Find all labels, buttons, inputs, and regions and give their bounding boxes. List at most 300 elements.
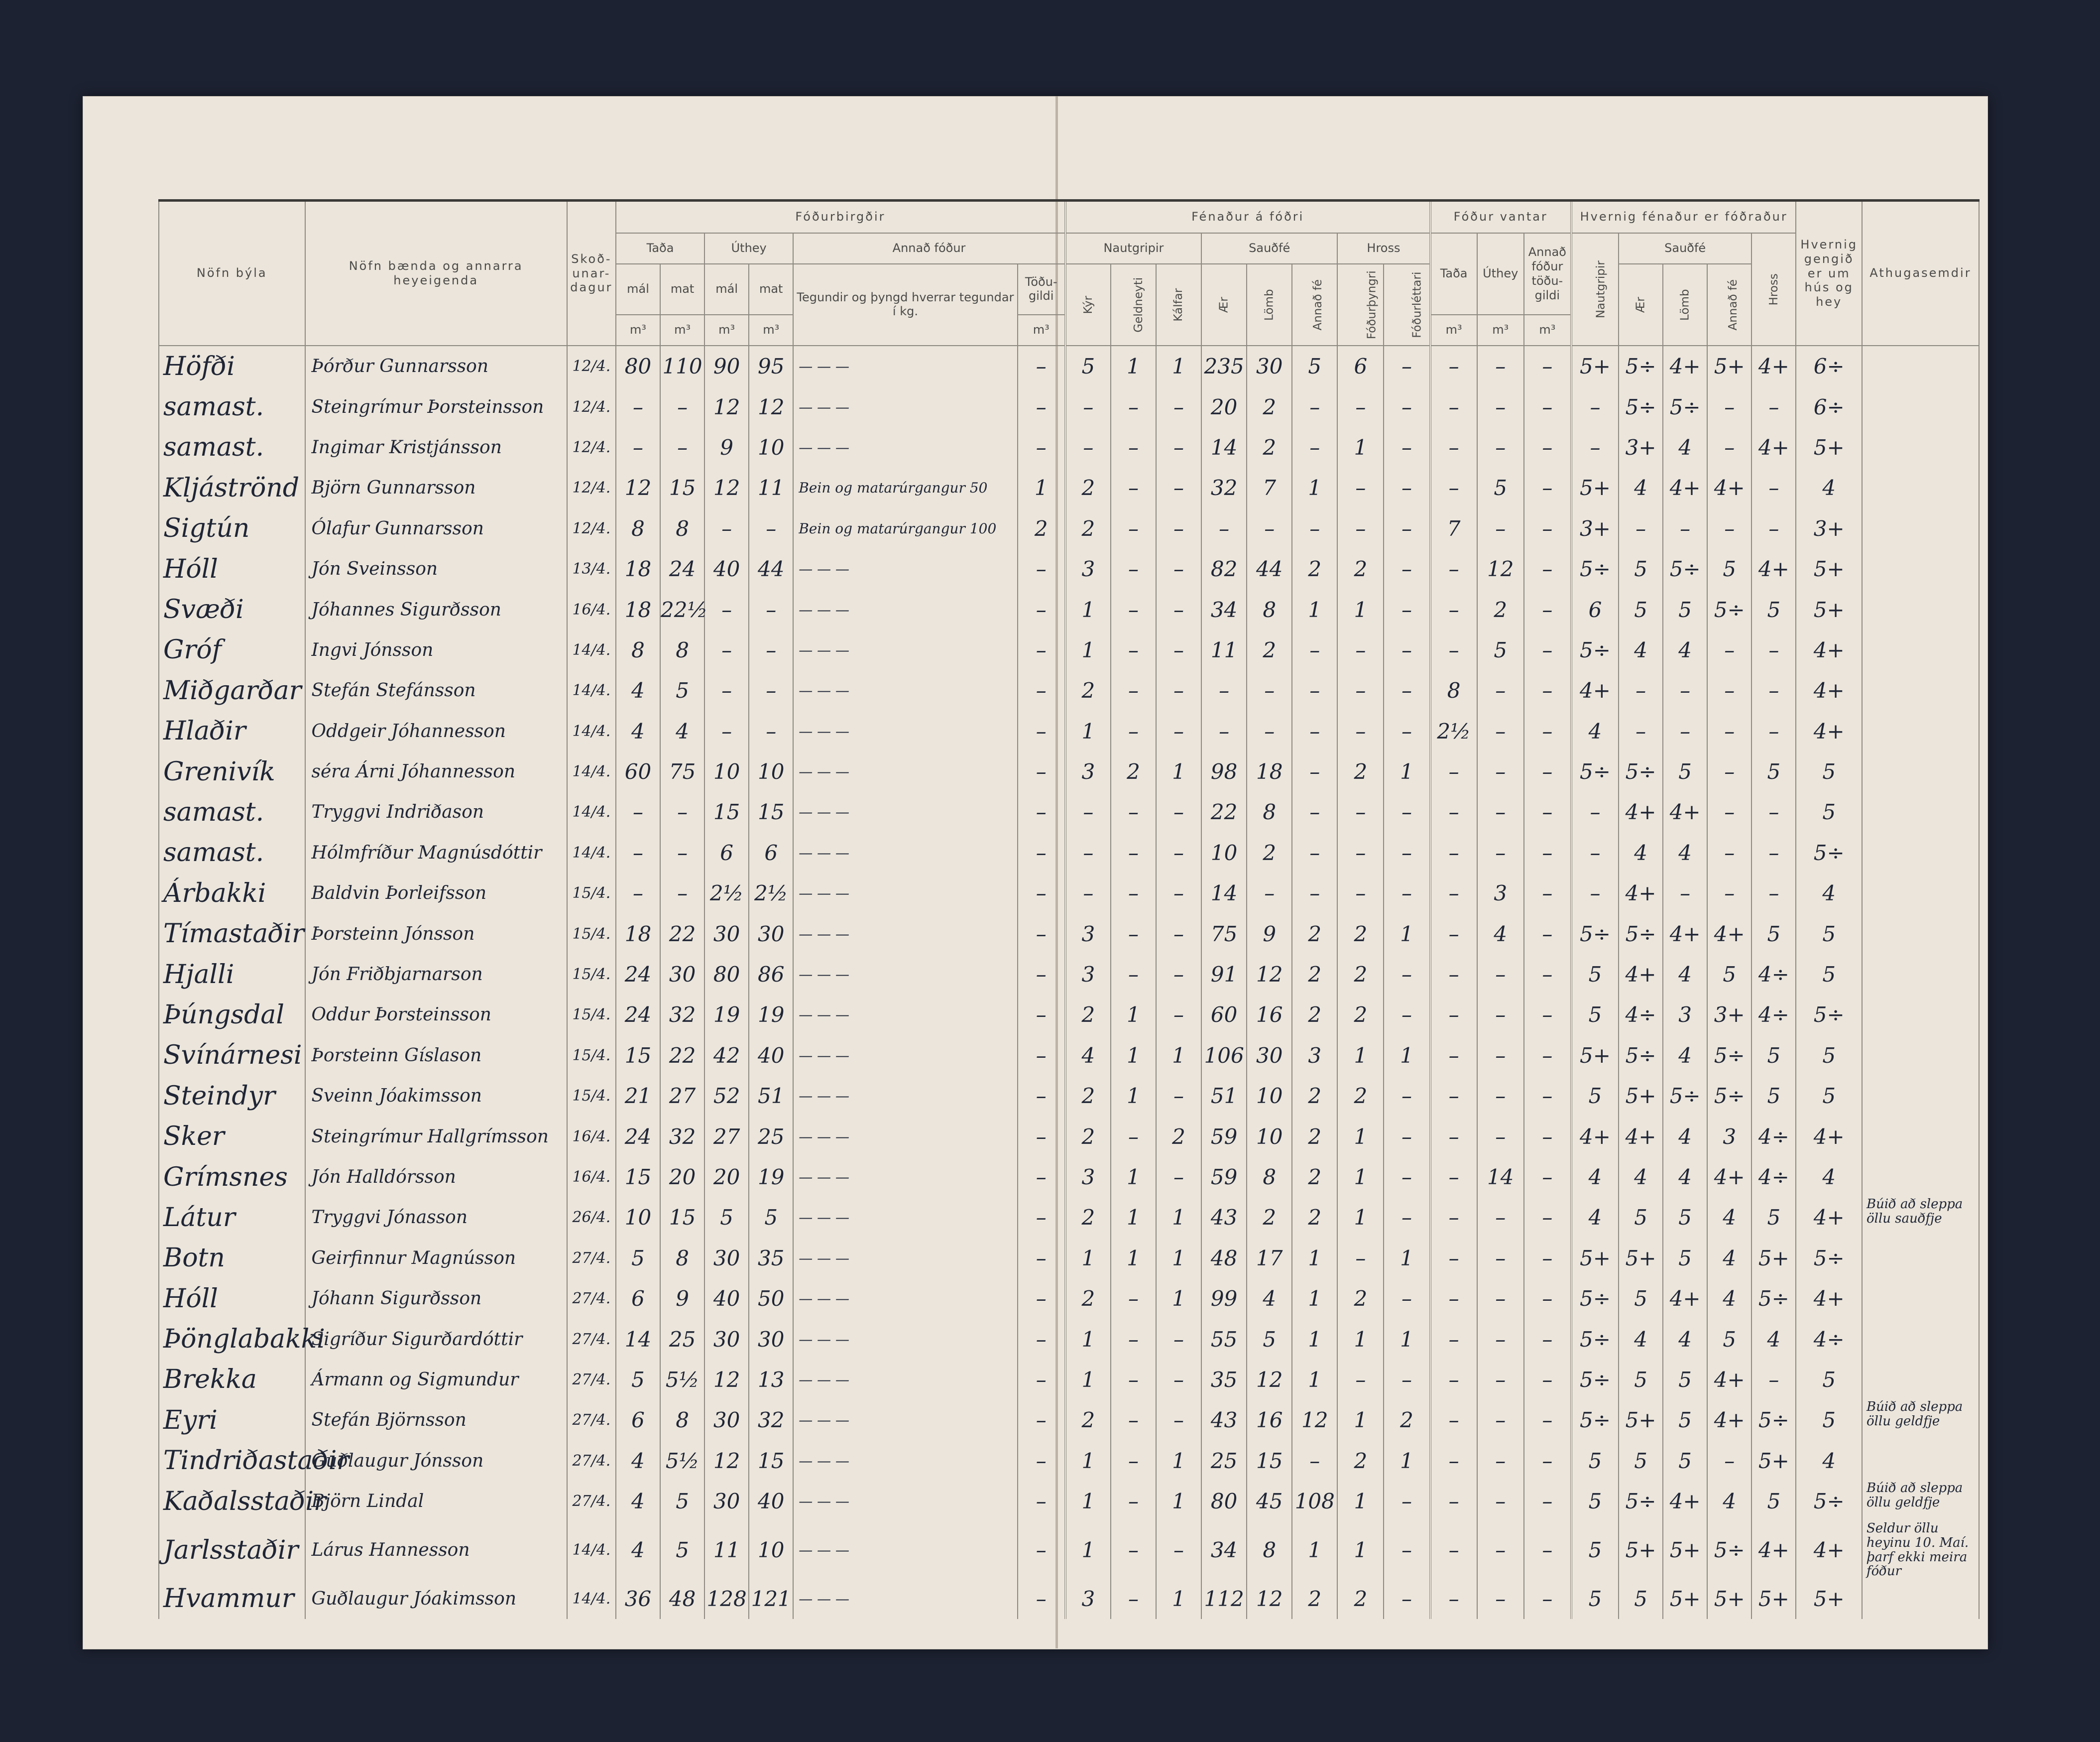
vantar-uthey-value: –	[1477, 833, 1524, 873]
remark	[1862, 468, 1979, 508]
uthey-mat-value: 19	[749, 995, 793, 1035]
rating-hross: 5	[1751, 1197, 1796, 1238]
rating-annad-fe: 5÷	[1707, 1521, 1751, 1578]
lomb-label: Lömb	[1263, 289, 1276, 321]
rating-annad-fe: –	[1707, 427, 1751, 468]
fodurlettari-count: –	[1384, 670, 1430, 711]
vantar-annad-value: –	[1524, 751, 1571, 792]
rating-aer: 5÷	[1619, 913, 1663, 954]
kyr-count: 4	[1065, 1035, 1111, 1076]
lomb-count: 16	[1247, 1400, 1292, 1440]
kyr-count: 2	[1065, 1278, 1111, 1319]
annad-fe-count: 2	[1292, 1157, 1337, 1197]
inspection-date: 14/4.	[567, 833, 616, 873]
inspection-date: 27/4.	[567, 1400, 616, 1440]
lomb-count: 8	[1247, 792, 1292, 832]
table-row	[159, 1076, 1979, 1116]
annad-fe-count: 5	[1292, 346, 1337, 386]
vantar-tada-value: –	[1430, 1400, 1477, 1440]
uthey-mat-value: 13	[749, 1360, 793, 1400]
fodurlettari-count: 1	[1384, 751, 1430, 792]
kyr-count: 2	[1065, 468, 1111, 508]
aer-count: –	[1201, 508, 1247, 549]
table-row	[159, 792, 1979, 832]
farmer-name: Þórður Gunnarsson	[305, 346, 567, 386]
inspection-date: 14/4.	[567, 792, 616, 832]
tada-mal-value: 36	[616, 1579, 660, 1619]
kyr-count: –	[1065, 833, 1111, 873]
lomb-count: 30	[1247, 1035, 1292, 1076]
annad-fe-label: Annað fé	[1311, 279, 1325, 331]
uthey-mal-value: 5	[704, 1197, 749, 1238]
farmer-name: Jóhannes Sigurðsson	[305, 589, 567, 629]
rating-aer: 4	[1619, 1319, 1663, 1359]
rating-annad-fe: 4+	[1707, 468, 1751, 508]
unit-uthey-mal: m³	[704, 315, 749, 346]
geldneyti-count: –	[1111, 670, 1156, 711]
fodurlettari-count: 1	[1384, 913, 1430, 954]
fodurlettari-count: –	[1384, 386, 1430, 427]
unit-vantar-tada: m³	[1430, 315, 1477, 346]
kyr-count: 1	[1065, 1441, 1111, 1481]
rating-lomb: 4+	[1663, 468, 1707, 508]
rating-hross: 4÷	[1751, 1116, 1796, 1156]
uthey-mat-value: 15	[749, 792, 793, 832]
rating-annad-fe: –	[1707, 670, 1751, 711]
uthey-mal-value: –	[704, 508, 749, 549]
uthey-mal-value: 20	[704, 1157, 749, 1197]
farm-name: Kaðalsstaðir	[159, 1481, 305, 1521]
aer-count: 14	[1201, 873, 1247, 913]
rating-hross: 5+	[1751, 1579, 1796, 1619]
vantar-annad-value: –	[1524, 1481, 1571, 1521]
vantar-annad-value: –	[1524, 873, 1571, 913]
other-feed-value: — — —	[793, 833, 1017, 873]
inspection-date: 27/4.	[567, 1360, 616, 1400]
vantar-tada-value: –	[1430, 1116, 1477, 1156]
kyr-count: 2	[1065, 1076, 1111, 1116]
rating-annad-fe: 5	[1707, 549, 1751, 589]
fodurthyngri-count: 1	[1337, 1400, 1384, 1440]
rating-hus-hey: 5	[1796, 1400, 1862, 1440]
vantar-uthey-value: –	[1477, 1441, 1524, 1481]
rating-annad-fe: –	[1707, 873, 1751, 913]
subheader-fodurlettari	[1384, 264, 1430, 346]
vantar-tada-value: –	[1430, 1360, 1477, 1400]
kyr-count: 3	[1065, 913, 1111, 954]
fodurlettari-count: –	[1384, 873, 1430, 913]
fodurthyngri-count: –	[1337, 508, 1384, 549]
vantar-tada-value: –	[1430, 913, 1477, 954]
uthey-mat-value: 19	[749, 1157, 793, 1197]
h-hross-label: Hross	[1767, 273, 1780, 306]
aer-count: 14	[1201, 427, 1247, 468]
rating-hus-hey: 5	[1796, 751, 1862, 792]
rating-lomb: 3	[1663, 995, 1707, 1035]
rating-nautgripir: 5÷	[1571, 751, 1619, 792]
vantar-annad-value: –	[1524, 1035, 1571, 1076]
fodurthyngri-count: 2	[1337, 1076, 1384, 1116]
rating-nautgripir: 5÷	[1571, 549, 1619, 589]
rating-lomb: 4+	[1663, 913, 1707, 954]
fodurthyngri-count: 2	[1337, 954, 1384, 995]
uthey-mat-value: –	[749, 589, 793, 629]
geldneyti-count: –	[1111, 954, 1156, 995]
vantar-annad-value: –	[1524, 1579, 1571, 1619]
annad-fe-count: 1	[1292, 589, 1337, 629]
remark: Seldur öllu heyinu 10. Maí. þarf ekki meira fóður	[1862, 1521, 1979, 1578]
rating-hross: 5	[1751, 1481, 1796, 1521]
remark	[1862, 751, 1979, 792]
rating-hus-hey: 3+	[1796, 508, 1862, 549]
inspection-date: 16/4.	[567, 1116, 616, 1156]
annad-fe-count: 108	[1292, 1481, 1337, 1521]
tada-mal-value: 21	[616, 1076, 660, 1116]
rating-hross: 4+	[1751, 1521, 1796, 1578]
uthey-mat-value: 95	[749, 346, 793, 386]
remark	[1862, 913, 1979, 954]
inspection-date: 12/4.	[567, 468, 616, 508]
kyr-count: 3	[1065, 954, 1111, 995]
table-row	[159, 751, 1979, 792]
remark	[1862, 873, 1979, 913]
geldneyti-label: Geldneyti	[1132, 277, 1146, 333]
vantar-annad-value: –	[1524, 913, 1571, 954]
other-feed-value: — — —	[793, 751, 1017, 792]
uthey-mat-value: 40	[749, 1035, 793, 1076]
other-feed-value: — — —	[793, 1481, 1017, 1521]
fodurlettari-count: 1	[1384, 1319, 1430, 1359]
lomb-count: 2	[1247, 833, 1292, 873]
unit-tada-mat: m³	[660, 315, 704, 346]
uthey-mat-value: 35	[749, 1238, 793, 1278]
fodurlettari-count: 2	[1384, 1400, 1430, 1440]
rating-hross: 4+	[1751, 549, 1796, 589]
tada-mal-value: 15	[616, 1157, 660, 1197]
uthey-mal-value: 30	[704, 1400, 749, 1440]
farm-name: Höfði	[159, 346, 305, 386]
aer-count: 91	[1201, 954, 1247, 995]
farm-name: samast.	[159, 792, 305, 832]
uthey-mat-value: 5	[749, 1197, 793, 1238]
subheader-uthey: Úthey	[704, 233, 793, 264]
lomb-count: 2	[1247, 386, 1292, 427]
subheader-tada-mat: mat	[660, 264, 704, 315]
rating-lomb: 4+	[1663, 346, 1707, 386]
aer-count: 59	[1201, 1116, 1247, 1156]
other-feed-value: — — —	[793, 711, 1017, 751]
rating-aer: –	[1619, 670, 1663, 711]
other-feed-value: Bein og matarúrgangur 100	[793, 508, 1017, 549]
farm-name: samast.	[159, 833, 305, 873]
farmer-name: Björn Lindal	[305, 1481, 567, 1521]
kyr-label: Kýr	[1081, 296, 1095, 314]
farmer-name: Geirfinnur Magnússon	[305, 1238, 567, 1278]
table-row	[159, 1319, 1979, 1359]
fodurthyngri-count: 2	[1337, 995, 1384, 1035]
kyr-count: –	[1065, 427, 1111, 468]
rating-lomb: 4	[1663, 833, 1707, 873]
kalfar-count: –	[1156, 954, 1201, 995]
rating-annad-fe: 4+	[1707, 1360, 1751, 1400]
inspection-date: 27/4.	[567, 1441, 616, 1481]
inspection-date: 12/4.	[567, 346, 616, 386]
h-annad-fe-label: Annað fé	[1727, 279, 1740, 331]
aer-count: 82	[1201, 549, 1247, 589]
rating-lomb: 4	[1663, 1035, 1707, 1076]
uthey-mat-value: –	[749, 711, 793, 751]
rating-hus-hey: 5+	[1796, 589, 1862, 629]
rating-nautgripir: 4+	[1571, 670, 1619, 711]
geldneyti-count: 1	[1111, 995, 1156, 1035]
other-feed-value: — — —	[793, 995, 1017, 1035]
rating-aer: 5	[1619, 1579, 1663, 1619]
rating-hus-hey: 4+	[1796, 1521, 1862, 1578]
rating-hus-hey: 6÷	[1796, 346, 1862, 386]
kalfar-count: –	[1156, 549, 1201, 589]
table-row	[159, 670, 1979, 711]
fodurthyngri-count: 1	[1337, 1197, 1384, 1238]
tada-mal-value: 18	[616, 589, 660, 629]
aer-count: 106	[1201, 1035, 1247, 1076]
fodurlettari-count: –	[1384, 1579, 1430, 1619]
tada-mal-value: 80	[616, 346, 660, 386]
fodurthyngri-count: 1	[1337, 1481, 1384, 1521]
tada-mat-value: –	[660, 792, 704, 832]
vantar-annad-value: –	[1524, 833, 1571, 873]
kyr-count: 2	[1065, 1400, 1111, 1440]
inspection-date: 27/4.	[567, 1278, 616, 1319]
aer-count: 60	[1201, 995, 1247, 1035]
geldneyti-count: 1	[1111, 1035, 1156, 1076]
fodurlettari-count: –	[1384, 1278, 1430, 1319]
annad-fe-count: 2	[1292, 1579, 1337, 1619]
remark	[1862, 346, 1979, 386]
col-header-hvernig-gengid: Hvernig gengið er um hús og hey	[1796, 201, 1862, 346]
inspection-date: 27/4.	[567, 1481, 616, 1521]
rating-hus-hey: 5	[1796, 792, 1862, 832]
lomb-count: 8	[1247, 1521, 1292, 1578]
geldneyti-count: –	[1111, 549, 1156, 589]
tada-mal-value: 6	[616, 1278, 660, 1319]
inspection-date: 26/4.	[567, 1197, 616, 1238]
fodurthyngri-count: 1	[1337, 1035, 1384, 1076]
tada-mal-value: 4	[616, 1481, 660, 1521]
vantar-tada-value: 8	[1430, 670, 1477, 711]
annad-fe-count: –	[1292, 386, 1337, 427]
rating-nautgripir: 6	[1571, 589, 1619, 629]
rating-hus-hey: 5	[1796, 1076, 1862, 1116]
aer-count: 43	[1201, 1400, 1247, 1440]
uthey-mal-value: 12	[704, 1360, 749, 1400]
rating-nautgripir: 5÷	[1571, 1278, 1619, 1319]
remark	[1862, 1116, 1979, 1156]
rating-aer: 4+	[1619, 873, 1663, 913]
vantar-annad-value: –	[1524, 468, 1571, 508]
aer-count: 11	[1201, 630, 1247, 670]
farm-name: Hóll	[159, 1278, 305, 1319]
kalfar-count: 1	[1156, 1035, 1201, 1076]
vantar-tada-value: –	[1430, 1157, 1477, 1197]
tada-mat-value: 75	[660, 751, 704, 792]
fodurlettari-count: –	[1384, 1157, 1430, 1197]
rating-hross: –	[1751, 630, 1796, 670]
rating-nautgripir: 5	[1571, 1481, 1619, 1521]
table-row	[159, 913, 1979, 954]
rating-hross: 5+	[1751, 1441, 1796, 1481]
subheader-vantar-tada: Taða	[1430, 233, 1477, 315]
remark	[1862, 833, 1979, 873]
kalfar-count: 1	[1156, 1441, 1201, 1481]
inspection-date: 12/4.	[567, 386, 616, 427]
fodurthyngri-count: 1	[1337, 1319, 1384, 1359]
uthey-mal-value: –	[704, 630, 749, 670]
farm-name: Miðgarðar	[159, 670, 305, 711]
aer-count: 51	[1201, 1076, 1247, 1116]
annad-fe-count: –	[1292, 833, 1337, 873]
vantar-tada-value: –	[1430, 1197, 1477, 1238]
subheader-geldneyti	[1111, 264, 1156, 346]
tada-mat-value: 48	[660, 1579, 704, 1619]
todugildi-value: –	[1018, 1157, 1065, 1197]
remark	[1862, 1360, 1979, 1400]
vantar-annad-value: –	[1524, 1278, 1571, 1319]
fodurlettari-count: –	[1384, 1197, 1430, 1238]
uthey-mal-value: 19	[704, 995, 749, 1035]
tada-mal-value: 8	[616, 508, 660, 549]
annad-fe-count: 2	[1292, 913, 1337, 954]
uthey-mal-value: 40	[704, 549, 749, 589]
rating-hus-hey: 5÷	[1796, 1481, 1862, 1521]
tada-mat-value: 32	[660, 995, 704, 1035]
rating-nautgripir: 5+	[1571, 1238, 1619, 1278]
table-row	[159, 954, 1979, 995]
tada-mat-value: 32	[660, 1116, 704, 1156]
rating-annad-fe: 4+	[1707, 1157, 1751, 1197]
uthey-mal-value: 30	[704, 1238, 749, 1278]
uthey-mal-value: 15	[704, 792, 749, 832]
farmer-name: Ármann og Sigmundur	[305, 1360, 567, 1400]
inspection-date: 15/4.	[567, 954, 616, 995]
inspection-date: 15/4.	[567, 995, 616, 1035]
aer-count: 48	[1201, 1238, 1247, 1278]
rating-annad-fe: –	[1707, 386, 1751, 427]
vantar-uthey-value: 4	[1477, 913, 1524, 954]
todugildi-value: –	[1018, 1481, 1065, 1521]
geldneyti-count: –	[1111, 913, 1156, 954]
farm-name: Botn	[159, 1238, 305, 1278]
vantar-tada-value: –	[1430, 1579, 1477, 1619]
rating-hross: 4	[1751, 1319, 1796, 1359]
rating-aer: 5	[1619, 1441, 1663, 1481]
fodurlettari-count: –	[1384, 954, 1430, 995]
rating-hus-hey: 5÷	[1796, 1238, 1862, 1278]
vantar-tada-value: –	[1430, 589, 1477, 629]
vantar-uthey-value: –	[1477, 954, 1524, 995]
subheader-h-annad-fe	[1707, 264, 1751, 346]
inspection-date: 14/4.	[567, 751, 616, 792]
other-feed-value: — — —	[793, 670, 1017, 711]
rating-hross: 5÷	[1751, 1400, 1796, 1440]
table-row	[159, 630, 1979, 670]
uthey-mat-value: 50	[749, 1278, 793, 1319]
h-nautgripir-label: Nautgripir	[1594, 260, 1608, 319]
uthey-mal-value: 52	[704, 1076, 749, 1116]
rating-nautgripir: 3+	[1571, 508, 1619, 549]
rating-hross: 4+	[1751, 427, 1796, 468]
farmer-name: séra Árni Jóhannesson	[305, 751, 567, 792]
kyr-count: 5	[1065, 346, 1111, 386]
uthey-mat-value: 12	[749, 386, 793, 427]
rating-hross: –	[1751, 508, 1796, 549]
kyr-count: 1	[1065, 1521, 1111, 1578]
tada-mat-value: 22	[660, 913, 704, 954]
kalfar-count: 1	[1156, 346, 1201, 386]
vantar-uthey-value: 12	[1477, 549, 1524, 589]
uthey-mat-value: 15	[749, 1441, 793, 1481]
rating-hus-hey: 4+	[1796, 1197, 1862, 1238]
vantar-annad-value: –	[1524, 670, 1571, 711]
kyr-count: 2	[1065, 1197, 1111, 1238]
todugildi-value: –	[1018, 630, 1065, 670]
table-row	[159, 1579, 1979, 1619]
rating-nautgripir: 5	[1571, 1579, 1619, 1619]
aer-count: 25	[1201, 1441, 1247, 1481]
geldneyti-count: 1	[1111, 1238, 1156, 1278]
farm-name: samast.	[159, 427, 305, 468]
lomb-count: 2	[1247, 630, 1292, 670]
kalfar-count: –	[1156, 1076, 1201, 1116]
ledger-body	[159, 346, 1979, 1619]
rating-annad-fe: –	[1707, 508, 1751, 549]
farmer-name: Baldvin Þorleifsson	[305, 873, 567, 913]
group-header-fodur-vantar: Fóður vantar	[1430, 201, 1571, 234]
vantar-annad-value: –	[1524, 630, 1571, 670]
remark	[1862, 670, 1979, 711]
farmer-name: Guðlaugur Jóakimsson	[305, 1579, 567, 1619]
kalfar-count: –	[1156, 1521, 1201, 1578]
rating-hus-hey: 5	[1796, 913, 1862, 954]
rating-annad-fe: –	[1707, 792, 1751, 832]
aer-count: –	[1201, 711, 1247, 751]
kyr-count: 3	[1065, 751, 1111, 792]
remark	[1862, 589, 1979, 629]
tada-mat-value: 22	[660, 1035, 704, 1076]
rating-aer: 4÷	[1619, 995, 1663, 1035]
other-feed-value: — — —	[793, 1035, 1017, 1076]
lomb-count: 10	[1247, 1076, 1292, 1116]
kyr-count: 2	[1065, 508, 1111, 549]
uthey-mal-value: 2½	[704, 873, 749, 913]
uthey-mal-value: –	[704, 670, 749, 711]
vantar-uthey-value: –	[1477, 1521, 1524, 1578]
geldneyti-count: –	[1111, 1278, 1156, 1319]
annad-fe-count: –	[1292, 751, 1337, 792]
vantar-uthey-value: 3	[1477, 873, 1524, 913]
lomb-count: 45	[1247, 1481, 1292, 1521]
table-row	[159, 508, 1979, 549]
rating-hross: 5÷	[1751, 1278, 1796, 1319]
uthey-mat-value: –	[749, 508, 793, 549]
vantar-annad-value: –	[1524, 549, 1571, 589]
farmer-name: Þorsteinn Jónsson	[305, 913, 567, 954]
rating-lomb: 4	[1663, 1157, 1707, 1197]
unit-uthey-mat: m³	[749, 315, 793, 346]
rating-hus-hey: 5	[1796, 1360, 1862, 1400]
rating-lomb: –	[1663, 670, 1707, 711]
vantar-tada-value: 2½	[1430, 711, 1477, 751]
fodurlettari-count: –	[1384, 346, 1430, 386]
